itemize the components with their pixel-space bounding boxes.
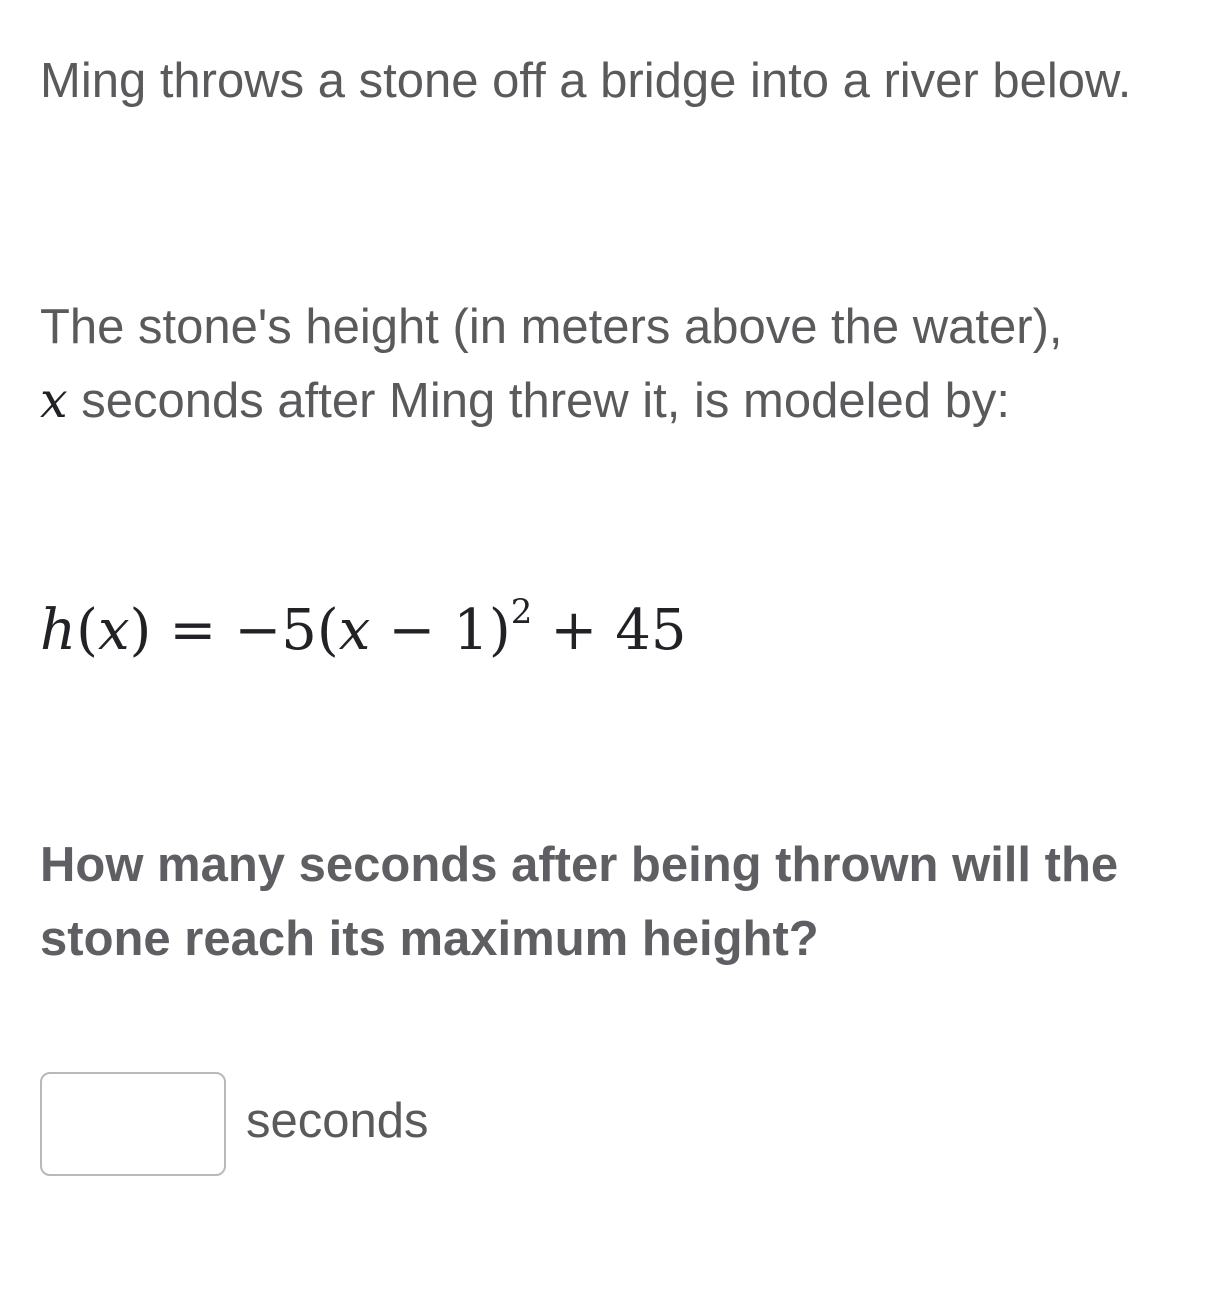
eq-equals-sign: =: [169, 598, 217, 663]
answer-unit-label: seconds: [246, 1094, 429, 1148]
eq-lhs-variable: x: [97, 598, 130, 663]
eq-exponent: 2: [510, 592, 533, 632]
setup-text-part2: seconds after Ming threw it, is modeled by:: [67, 374, 1010, 428]
eq-close-paren: ): [129, 598, 152, 663]
eq-inner-variable: x: [338, 598, 371, 663]
answer-input[interactable]: [40, 1072, 226, 1176]
setup-text-part1: The stone's height (in meters above the water),: [40, 300, 1063, 354]
problem-setup: [40, 290, 1170, 438]
eq-open-paren: (: [76, 598, 98, 663]
eq-plus-sign: +: [550, 598, 598, 663]
problem-intro: Ming throws a stone off a bridge into a river below.: [40, 54, 1132, 108]
eq-constant: 45: [615, 598, 687, 663]
variable-x: x: [40, 372, 68, 429]
eq-function-name: h: [40, 598, 77, 663]
eq-coefficient: −5(: [234, 598, 339, 663]
question-prompt: How many seconds after being thrown will the stone reach its maximum height?: [40, 838, 1119, 966]
height-equation: [40, 592, 687, 666]
eq-inner-constant: 1): [453, 598, 511, 663]
eq-minus-sign: −: [388, 598, 436, 663]
